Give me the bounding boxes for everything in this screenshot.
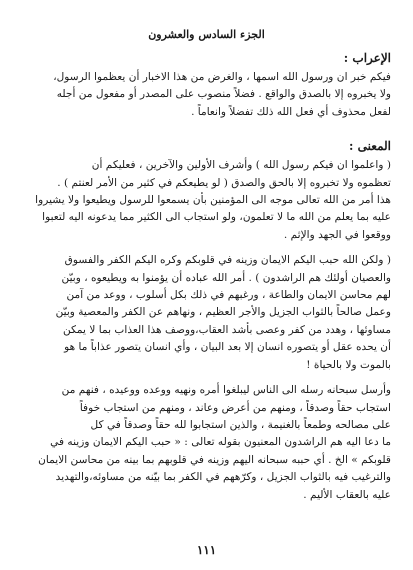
- ma3na-line: ( واعلموا ان فيكم رسول الله ) وأشرف الأولين والآخرين ، فعليكم أن: [91, 159, 391, 172]
- i3rab-line: فيكم خبر ان ورسول الله اسمها ، والغرض من هذا الاخبار أن يعظموا الرسول،: [53, 71, 391, 83]
- ma3na-line: والعصيان أولئك هم الراشدون ) . أمر الله عباده أن يؤمنوا به ويطيعوه ، وبيّن: [61, 271, 391, 284]
- ma3na-line: ( ولكن الله حبب اليكم الايمان وزينه في قلوبكم وكره اليكم الكفر والفسوق: [64, 254, 391, 267]
- ma3na-line: عليه بالعقاب الأليم .: [303, 488, 391, 501]
- ma3na-line: وأرسل سبحانه رسله الى الناس ليبلغوا أمره ونهيه ووعده ووعيده ، فنهم من: [61, 384, 391, 397]
- ma3na-line: ووقعوا في الجهد والإثم .: [283, 228, 391, 241]
- i3rab-line: لفعل محذوف أي فعل الله ذلك تفضلاً وانعاماً .: [191, 105, 391, 118]
- ma3na-paragraph-2: [22, 252, 391, 374]
- ma3na-line: ما دعا اليه هم الراشدون المعنيون بقوله تعالى : « حبب اليكم الايمان وزينه في: [50, 436, 391, 449]
- ma3na-line: عليه بما يعلم من الله ما لا تعلمون، ولو استجاب الى الكثير مما يدعونه اليه لتعبوا: [42, 211, 391, 224]
- ma3na-line: قلوبكم » الخ . أي حببه سبحانه اليهم وزينه في قلوبهم بما بينه من محاسن الايمان: [38, 453, 391, 466]
- ma3na-line: أن يحده عقل أو يتصوره انسان إلا بعد البيان ، وأي انسان يتصور عذاباً ما هو: [64, 341, 391, 354]
- i3rab-paragraph: [22, 69, 391, 121]
- i3rab-heading: الإعراب :: [343, 51, 391, 65]
- ma3na-line: تعظموه ولا تخبروه إلا بالحق والصدق ( لو يطيعكم في كثير من الأمر لعنتم ) .: [57, 176, 391, 189]
- running-header: الجزء السادس والعشرون: [148, 28, 265, 41]
- ma3na-line: بالموت ولا بالحياة !: [306, 358, 391, 371]
- ma3na-line: على مصالحه وطمعاً بالغنيمة ، والذين استجابوا لله حقاً وصدقاً في كل: [90, 418, 391, 431]
- ma3na-heading: المعنى :: [349, 139, 391, 154]
- ma3na-line: لهم محاسن الايمان والطاعة ، ورغبهم في ذلك بكل أسلوب ، ووعد من آمن: [66, 289, 391, 302]
- ma3na-line: هذا أمر من الله تعالى موجه الى المؤمنين بأن يسمعوا للرسول ويطيعوا ولا يشيروا: [35, 194, 391, 207]
- page-number: ١١١: [196, 543, 217, 557]
- ma3na-line: والترغيب فيه بالثواب الجزيل ، وكرّههم في الكفر بما بيّنه من مساوئه،والتهديد: [55, 471, 391, 484]
- i3rab-line: ولا يخبروه إلا بالصدق والواقع . فضلاً منصوب على المصدر أو مفعول من أجله: [56, 88, 391, 101]
- ma3na-paragraph-3: [22, 382, 391, 504]
- ma3na-line: مساوئها ، وهدد من كفر وعصى بأشد العقاب،ووصف هذا العذاب بما لا يمكن: [62, 323, 391, 336]
- ma3na-paragraph-1: [22, 157, 391, 244]
- ma3na-line: استجاب حقاً وصدقاً ، ومنهم من أعرض وعاند ، ومنهم من استجاب خوفاً: [79, 401, 391, 414]
- ma3na-line: وعمل صالحاً بالثواب الجزيل والأجر العظيم ، ونهاهم عن الكفر والمعصية وبيّن: [55, 306, 391, 319]
